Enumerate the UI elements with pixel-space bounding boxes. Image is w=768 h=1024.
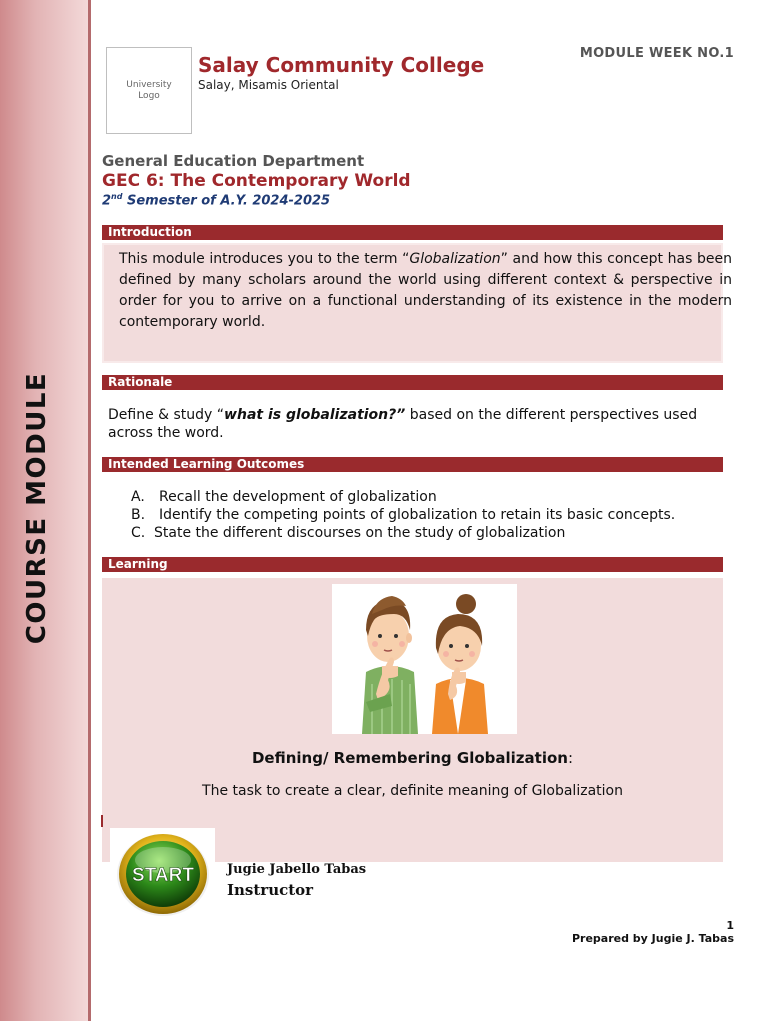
course-title: GEC 6: The Contemporary World: [102, 171, 411, 191]
students-illustration-svg: [332, 584, 517, 734]
outcome-letter: C.: [131, 525, 146, 541]
start-button[interactable]: [110, 828, 215, 920]
outcome-item: [131, 488, 675, 506]
outcome-letter: A.: [131, 489, 145, 505]
semester-number: 2: [102, 193, 112, 209]
instructor-name: Jugie Jabello Tabas: [227, 862, 367, 877]
outcome-text: State the different discourses on the study of globalization: [154, 525, 566, 541]
learning-description: The task to create a clear, definite meaning of Globalization: [202, 783, 623, 799]
college-address: Salay, Misamis Oriental: [198, 78, 339, 92]
module-week-label: MODULE WEEK NO.1: [579, 46, 734, 61]
side-banner: [0, 0, 91, 1021]
university-logo: [106, 47, 192, 134]
learning-topic-suffix: :: [567, 749, 574, 767]
outcome-text: Recall the development of globalization: [159, 489, 437, 505]
introduction-text: [119, 249, 732, 333]
instructor-role: Instructor: [227, 881, 314, 899]
intro-text-part-1: This module introduces you to the term “: [119, 251, 410, 267]
semester-ordinal: nd: [111, 192, 123, 201]
outcome-letter: B.: [131, 507, 146, 523]
semester-text: Semester of A.Y. 2024-2025: [122, 193, 331, 209]
department-name: General Education Department: [102, 152, 365, 170]
students-thinking-illustration: [332, 584, 517, 734]
outcome-text: Identify the competing points of globalization to retain its basic concepts.: [159, 507, 676, 523]
learning-heading: Learning: [102, 557, 723, 572]
intro-text-emphasis: Globalization: [409, 251, 501, 267]
start-button-graphic: [110, 828, 215, 920]
college-name: Salay Community College: [198, 53, 485, 77]
outcomes-list: [131, 488, 675, 542]
logo-text-line-1: University: [126, 79, 172, 90]
course-module-label: COURSE MODULE: [22, 371, 52, 645]
margin-marker: [101, 815, 103, 827]
start-button-label: START: [132, 865, 194, 886]
rationale-question: what is globalization?”: [224, 407, 406, 423]
page-number: 1: [726, 919, 734, 932]
rationale-text-part-1: Define & study “: [108, 407, 225, 423]
learning-topic-title: Defining/ Remembering Globalization: [251, 749, 568, 767]
rationale-heading: Rationale: [102, 375, 723, 390]
intro-text-part-2: ” and how this concept has been defined by many scholars around the world using different context & perspective in order for you to arrive on a functional understanding of its existence in the modern contemporary world.: [119, 251, 732, 330]
outcome-item: [131, 524, 675, 542]
introduction-box: [102, 243, 732, 363]
learning-topic-heading: [102, 749, 723, 767]
boy-figure: [362, 596, 418, 734]
prepared-by: Prepared by Jugie J. Tabas: [571, 932, 734, 945]
logo-text-line-2: Logo: [138, 90, 160, 101]
semester-label: [102, 192, 330, 208]
rationale-text: [108, 406, 718, 442]
outcomes-heading: Intended Learning Outcomes: [102, 457, 723, 472]
rationale-text-part-2: based on the different perspectives used across the word.: [108, 407, 698, 441]
outcome-item: [131, 506, 675, 524]
introduction-heading: Introduction: [102, 225, 723, 240]
girl-figure: [432, 594, 488, 734]
